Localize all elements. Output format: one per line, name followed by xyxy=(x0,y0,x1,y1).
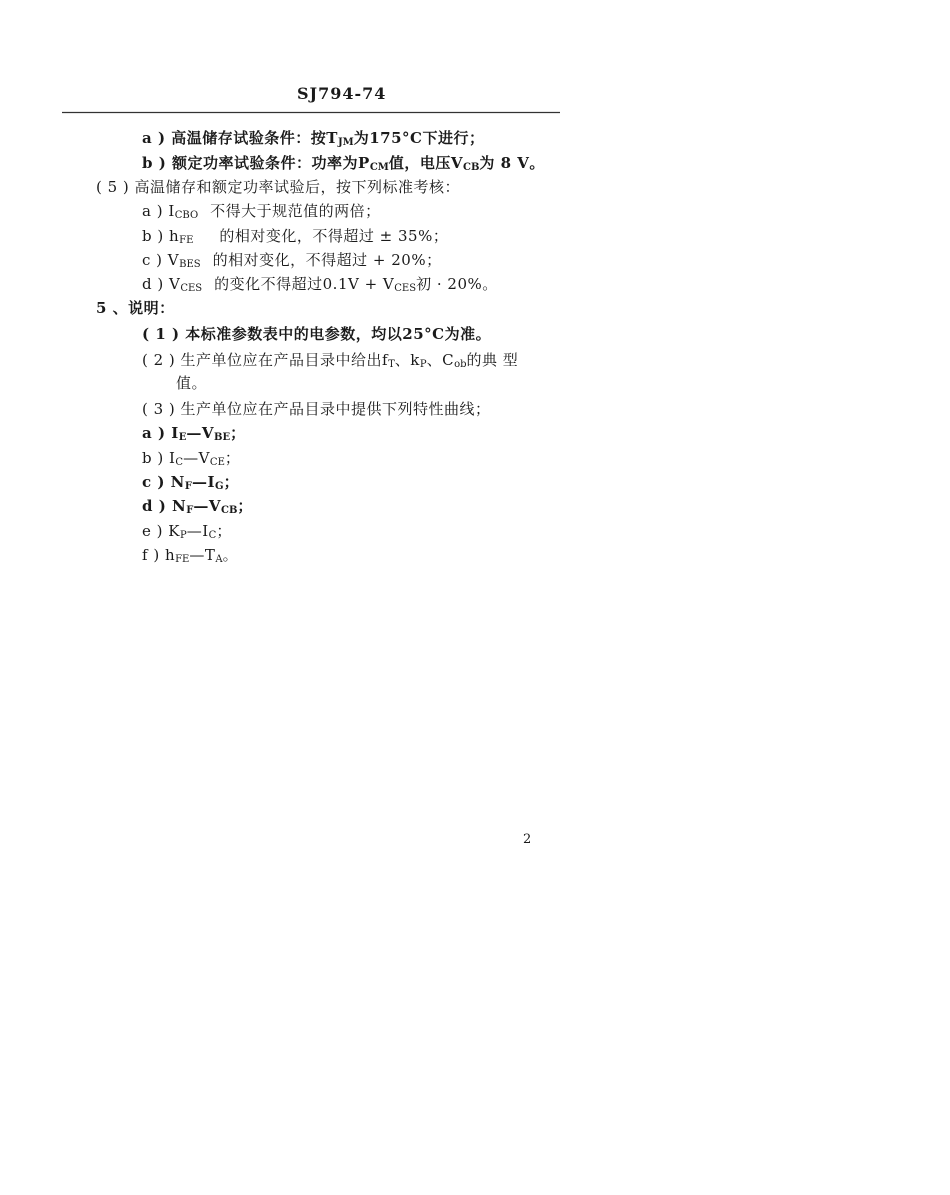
criteria-hfe: b ) $h_{FE}$ 的相对变化，不得超过 ± 35%； xyxy=(142,227,449,246)
standard-code: SJ794-74 xyxy=(297,84,387,103)
criteria-vbes: c ) $V_{BES}$ 的相对变化，不得超过 + 20%； xyxy=(142,251,442,270)
curve-hfe-ta: f ) $h_{FE}—T_A$。 xyxy=(142,546,239,565)
curve-ie-vbe: a ) $I_E—V_{BE}$； xyxy=(142,424,246,443)
section-5-notes-heading: 5 、说明： xyxy=(96,299,175,317)
note-1: ( 1 ) 本标准参数表中的电参数，均以25°C为准。 xyxy=(142,325,492,343)
storage-condition-line: a ) 高温储存试验条件：按$T_{JM}$为175°C下进行； xyxy=(142,129,485,148)
power-condition-line: b ) 额定功率试验条件：功率为$P_{CM}$值，电压$V_{CB}$为 8 V。 xyxy=(142,154,545,173)
curve-nf-ig: c ) $N_F—I_G$； xyxy=(142,473,240,492)
header-rule xyxy=(62,111,560,114)
criteria-vces: d ) $V_{CES}$ 的变化不得超过$0.1V + V_{CES}$初 · 20%。 xyxy=(142,275,498,294)
note-3: ( 3 ) 生产单位应在产品目录中提供下列特性曲线； xyxy=(142,400,491,418)
criteria-icbo: a ) $I_{CBO}$ 不得大于规范值的两倍； xyxy=(142,202,381,221)
curve-ic-vce: b ) $I_C—V_{CE}$； xyxy=(142,449,241,468)
curve-kp-ic: e ) $K_P—I_C$； xyxy=(142,522,232,541)
section-5-criteria: ( 5 ) 高温储存和额定功率试验后，按下列标准考核： xyxy=(96,178,461,196)
page-number: 2 xyxy=(523,832,532,847)
note-2: ( 2 ) 生产单位应在产品目录中给出$f_T$、$k_P$、$C_{ob}$的典 型 xyxy=(142,351,519,370)
curve-nf-vcb: d ) $N_F—V_{CB}$； xyxy=(142,497,253,516)
note-2-continuation: 值。 xyxy=(176,374,208,392)
